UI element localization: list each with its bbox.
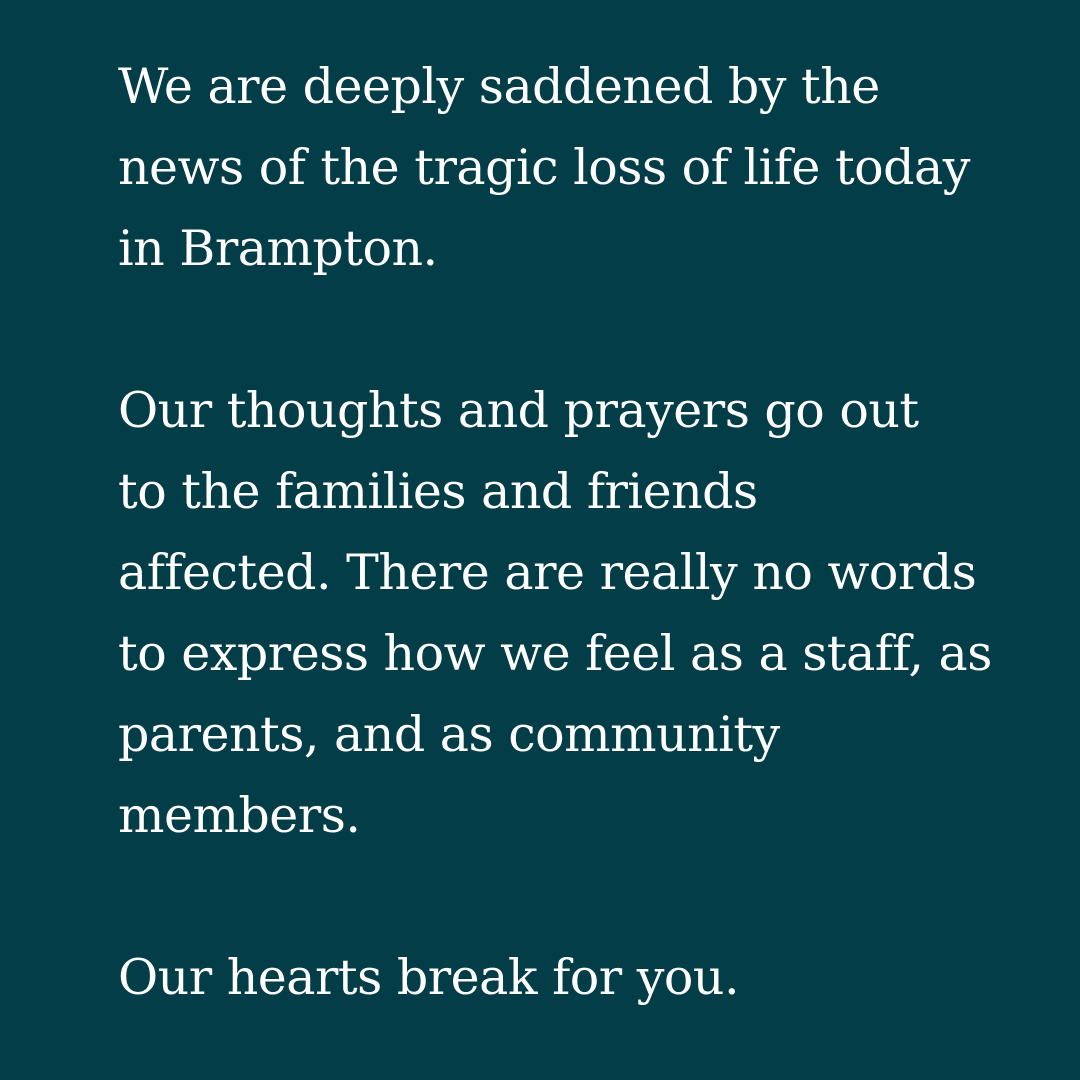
text-line: Our hearts break for you. [118, 949, 740, 1006]
text-line: parents, and as community [118, 706, 780, 763]
text-line: members. [118, 787, 361, 844]
paragraph-3 [118, 937, 980, 1018]
text-line: affected. There are really no words [118, 544, 977, 601]
text-line: in Brampton. [118, 220, 438, 277]
paragraph-2 [118, 370, 992, 856]
text-line: Our thoughts and prayers go out [118, 382, 919, 439]
text-line: We are deeply saddened by the [118, 58, 880, 115]
paragraph-1 [118, 46, 980, 289]
text-line: news of the tragic loss of life today [118, 139, 970, 196]
text-line: to the families and friends [118, 463, 758, 520]
text-line: to express how we feel as a staff, as [118, 625, 992, 682]
